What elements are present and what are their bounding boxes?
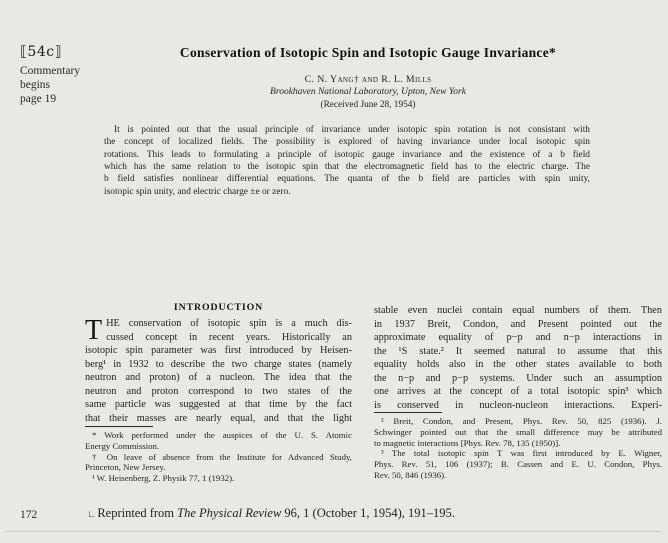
section-heading-introduction: INTRODUCTION: [173, 302, 264, 313]
intro-paragraph-left: T HE conservation of isotopic spin is a much dis- cussed concept in recent years. Historically an isotopic spin parameter was first introduced by Heisen- berg¹ in 1932 to describe the two charge states (namely neutron and proton) of a nucleon. The idea that the neutron and proton correspond to two states of the same particle was suggested at that time by the fact that their masses are nearly equal, and that the light: [85, 315, 352, 424]
authors-line: C. N. Yang† and R. L. Mills: [304, 74, 432, 85]
scan-edge-line: [6, 531, 662, 532]
footnote-block-right: [374, 412, 662, 481]
corner-mark: ∟: [87, 510, 97, 520]
paper-header: [85, 45, 651, 110]
paper-title: Conservation of Isotopic Spin and Isotopic Gauge Invariance*: [179, 45, 557, 60]
footnote-block-left: [85, 426, 352, 484]
footnotes-right: ² Breit, Condon, and Present, Phys. Rev. 50, 825 (1936). J. Schwinger pointed out that the small difference may be attributed to magnetic interactions [Phys. Rev. 78, 135 (1950)]. ³ The total isotopic spin T was first introduced by E. Wigner, Phys. Rev. 51, 106 (1937); B. Cassen and E. U. Condon, Phys. Rev. 50, 846 (1936).: [374, 416, 662, 480]
paper-number-tag: ⟦54c⟧: [20, 44, 63, 60]
reprint-citation: 96, 1 (October 1, 1954), 191–195.: [281, 506, 455, 520]
affiliation-line: Brookhaven National Laboratory, Upton, New York: [270, 87, 466, 97]
footnotes-left: * Work performed under the auspices of the U. S. Atomic Energy Commission. † On leave of absence from the Institute for Advanced Study, Princeton, New Jersey. ¹ W. Heisenberg, Z. Physik 77, 1 (1932).: [85, 430, 352, 484]
abstract: It is pointed out that the usual principle of invariance under isotopic spin rotation is not consistant with the concept of localized fields. The possibility is explored of having invariance under local isotopic spin rotations. This leads to formulating a principle of isotopic gauge invariance and the existence of a b field which has the same relation to the isotopic spin that the electromagnetic field has to the electric charge. The b field satisfies nonlinear differential equations. The quanta of the b field are particles with spin unity, isotopic spin unity, and electric charge ±e or zero.: [104, 125, 590, 197]
page-number: 172: [20, 509, 38, 521]
margin-note: [20, 44, 90, 106]
received-date: (Received June 28, 1954): [320, 100, 416, 110]
reprint-prefix: Reprinted from: [97, 506, 178, 520]
journal-name: The Physical Review: [177, 506, 282, 520]
left-column: [85, 302, 352, 425]
drop-cap: T: [85, 315, 103, 346]
footnote-rule-left: [85, 426, 153, 427]
commentary-note: Commentary begins page 19: [20, 65, 81, 105]
intro-paragraph-right: stable even nuclei contain equal numbers of them. Then in 1937 Breit, Condon, and Present pointed out the approximate equality of p−p and n−p interactions in the ¹S state.² It seemed natural to assume that this equality holds also in the other states available to both the n−p and p−p systems. Under such an assumption one arrives at the concept of a total isotopic spin³ which is conserved in nucleon-nucleon interactions. Experi-: [374, 305, 662, 411]
right-column: [374, 304, 662, 412]
reprint-line: [87, 506, 455, 521]
footnote-rule-right: [374, 412, 442, 413]
